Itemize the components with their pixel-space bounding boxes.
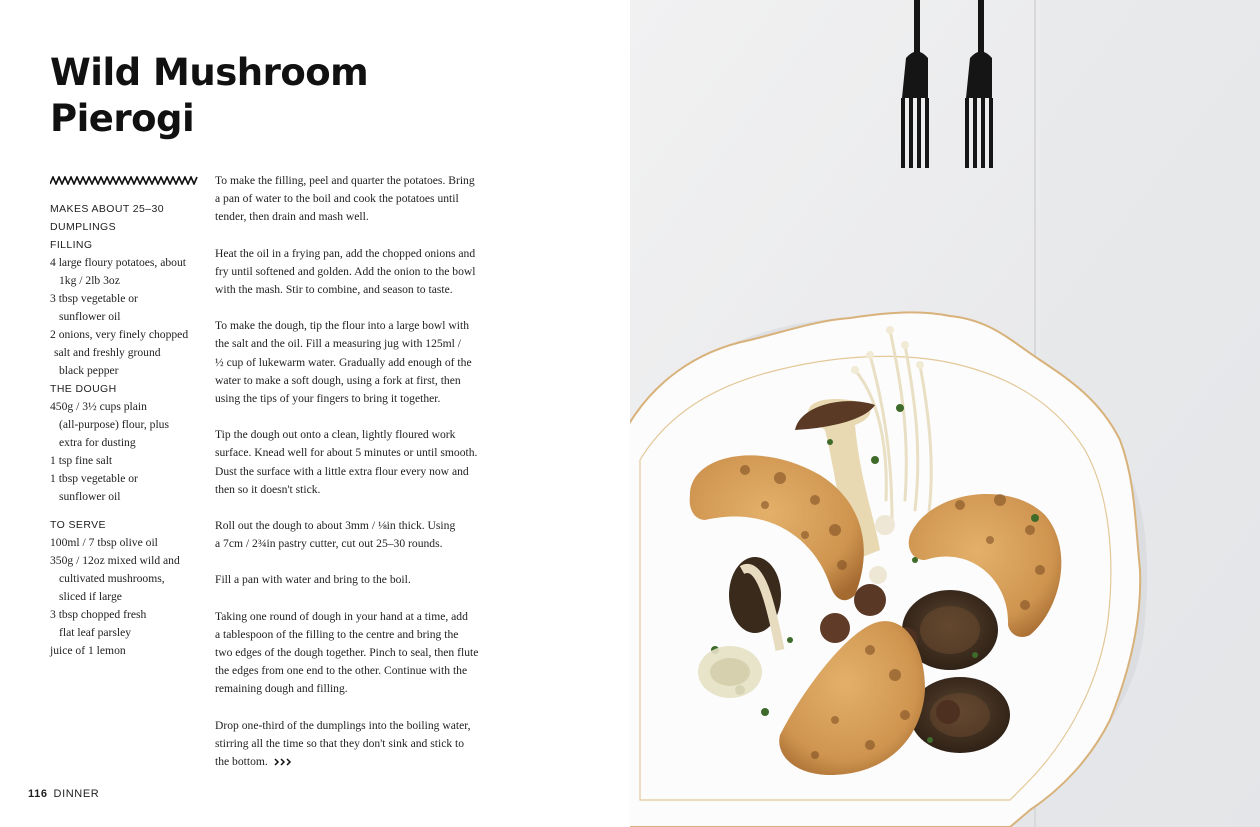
method-paragraph: To make the filling, peel and quarter the potatoes. Bring a pan of water to the boil and cook the potatoes until tender, then drain and mash well.: [215, 174, 475, 224]
ingredient-line: 3 tbsp chopped fresh: [50, 608, 147, 621]
ingredient-list: [50, 200, 205, 660]
ingredient-line: black pepper: [59, 364, 119, 377]
ingredient-line: flat leaf parsley: [59, 626, 132, 639]
page-folio: [28, 788, 99, 800]
ingredient-line: (all-purpose) flour, plus: [59, 418, 169, 431]
method-paragraph: Tip the dough out onto a clean, lightly floured work surface. Knead well for about 5 minutes or until smooth. Dust the surface with a little extra flour every now and then so it doesn't stick.: [215, 428, 478, 496]
section-name: DINNER: [53, 788, 100, 800]
method-paragraph: Taking one round of dough in your hand at a time, add a tablespoon of the filling to the centre and bring the two edges of the dough together. Pinch to seal, then flute the edges from one end to the other. Continue with the remaining dough and filling.: [215, 609, 479, 696]
ingredient-line: sliced if large: [59, 590, 122, 603]
page-number: 116: [28, 788, 48, 800]
method-steps: [215, 172, 525, 789]
method-paragraph: Roll out the dough to about 3mm / ⅛in thick. Using a 7cm / 2¾in pastry cutter, cut out 25–30 rounds.: [215, 519, 456, 551]
ingredient-line: sunflower oil: [59, 310, 121, 323]
ingredient-line: cultivated mushrooms,: [59, 572, 165, 585]
ingredient-heading: THE DOUGH: [50, 383, 117, 395]
ingredient-line: 3 tbsp vegetable or: [50, 292, 138, 305]
method-paragraph: Drop one-third of the dumplings into the boiling water, stirring all the time so that they don't sink and stick to the bottom.: [215, 718, 471, 769]
decorative-zigzag-rule: [50, 176, 198, 185]
recipe-title: Wild Mushroom Pierogi: [50, 51, 369, 140]
ingredient-line: 100ml / 7 tbsp olive oil: [50, 536, 158, 549]
method-paragraph: Fill a pan with water and bring to the boil.: [215, 573, 411, 587]
ingredient-line: extra for dusting: [59, 436, 136, 449]
ingredient-line: salt and freshly ground: [54, 346, 161, 359]
ingredient-line: juice of 1 lemon: [50, 644, 126, 657]
pierogi-photo: [630, 0, 1260, 827]
ingredient-line: 1 tsp fine salt: [50, 454, 113, 467]
oyster-mushroom: [698, 646, 762, 698]
ingredient-line: 1kg / 2lb 3oz: [59, 274, 120, 287]
ingredient-line: 1 tbsp vegetable or: [50, 472, 138, 485]
ingredient-line: 2 onions, very finely chopped: [50, 328, 189, 341]
ingredient-line: sunflower oil: [59, 490, 121, 503]
ingredient-line: 4 large floury potatoes, about: [50, 256, 186, 269]
ingredient-line: MAKES ABOUT 25–30: [50, 203, 164, 215]
ingredient-heading: TO SERVE: [50, 519, 106, 531]
method-paragraph: To make the dough, tip the flour into a large bowl with the salt and the oil. Fill a measuring jug with 125ml / ½ cup of lukewarm water. Gradually add enough of the water to make a soft dough, using a fork at first, then using the tips of your fingers to bring it together.: [215, 319, 472, 406]
ingredient-line: DUMPLINGS: [50, 221, 117, 233]
continue-arrows-icon: [274, 758, 296, 766]
ingredient-line: 350g / 12oz mixed wild and: [50, 554, 180, 567]
ingredient-line: 450g / 3½ cups plain: [50, 400, 147, 413]
ingredient-heading: FILLING: [50, 239, 93, 251]
method-paragraph: Heat the oil in a frying pan, add the chopped onions and fry until softened and golden. Add the onion to the bowl with the mash. Stir to combine, and season to taste.: [215, 246, 476, 297]
